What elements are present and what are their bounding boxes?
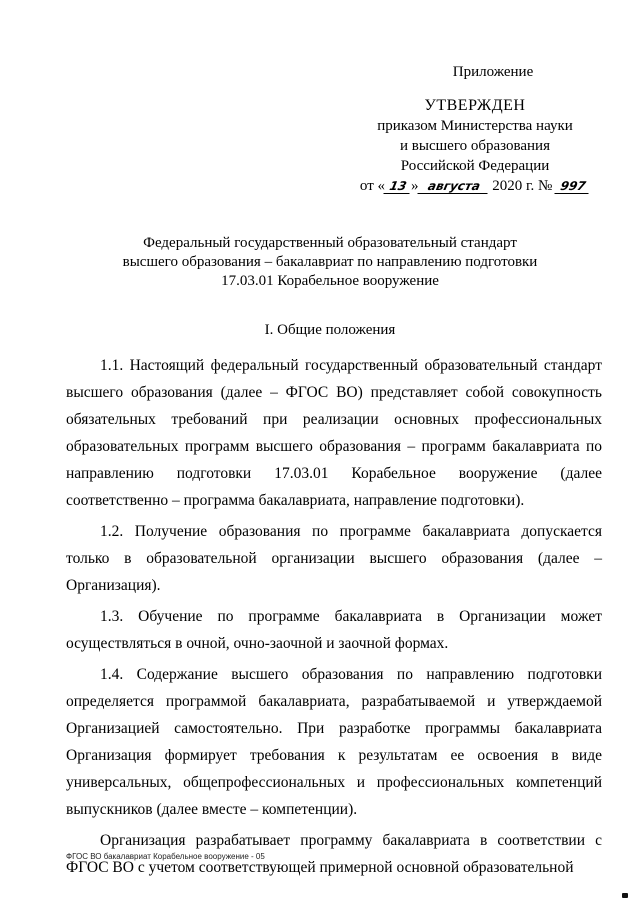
title-line-1: Федеральный государственный образовательный стандарт: [143, 235, 517, 251]
paragraph-1-3: 1.3. Обучение по программе бакалавриата в Организации может осуществляться в очной, очно-заочной и заочной формах.: [66, 608, 602, 652]
body-text: [66, 352, 602, 885]
section-heading: I. Общие положения: [264, 322, 396, 338]
order-date-line: [340, 176, 610, 196]
scan-artifact: [622, 893, 628, 898]
paragraph-1-4: 1.4. Содержание высшего образования по направлению подготовки определяется программой бакалавриата, разрабатываемой и утверждаемой Организацией самостоятельно. При разработке программы бакалавриата Организация формирует требования к результатам ее освоения в виде универсальных, общепрофессиональных и профессиональных компетенций выпускников (далее вместе – компетенции).: [66, 666, 602, 818]
page-footer: ФГОС ВО бакалавриат Корабельное вооружение - 05: [66, 852, 265, 861]
date-year: 2020 г. №: [492, 178, 553, 194]
handwritten-month: августа: [417, 179, 490, 194]
title-line-3: 17.03.01 Корабельное вооружение: [221, 273, 439, 289]
date-mid: »: [411, 178, 419, 194]
appendix-label: Приложение: [452, 64, 534, 80]
title-line-2: высшего образования – бакалавриат по направлению подготовки: [122, 254, 538, 270]
paragraph-1-1: 1.1. Настоящий федеральный государственный образовательный стандарт высшего образования (далее – ФГОС ВО) представляет собой совокупность обязательных требований при реализации основных профессиональных образовательных программ высшего образования – программ бакалавриата по направлению подготовки 17.03.01 Корабельное вооружение (далее соответственно – программа бакалавриата, направление подготовки).: [66, 357, 602, 509]
approval-block: [340, 62, 610, 196]
date-prefix: от «: [359, 178, 386, 194]
paragraph-1-2: 1.2. Получение образования по программе бакалавриата допускается только в образовательной организации высшего образования (далее – Организация).: [66, 523, 602, 594]
paragraph-organization: Организация разрабатывает программу бакалавриата в соответствии с ФГОС ВО с учетом соответствующей примерной основной образовательной: [66, 832, 602, 876]
handwritten-order-number: 997: [554, 179, 591, 194]
handwritten-day: 13: [383, 179, 412, 194]
order-line-2: и высшего образования: [400, 138, 550, 154]
order-line-1: приказом Министерства науки: [377, 118, 573, 134]
order-line-3: Российской Федерации: [400, 158, 550, 174]
document-title: [60, 234, 600, 291]
approved-label: УТВЕРЖДЕН: [424, 97, 526, 114]
